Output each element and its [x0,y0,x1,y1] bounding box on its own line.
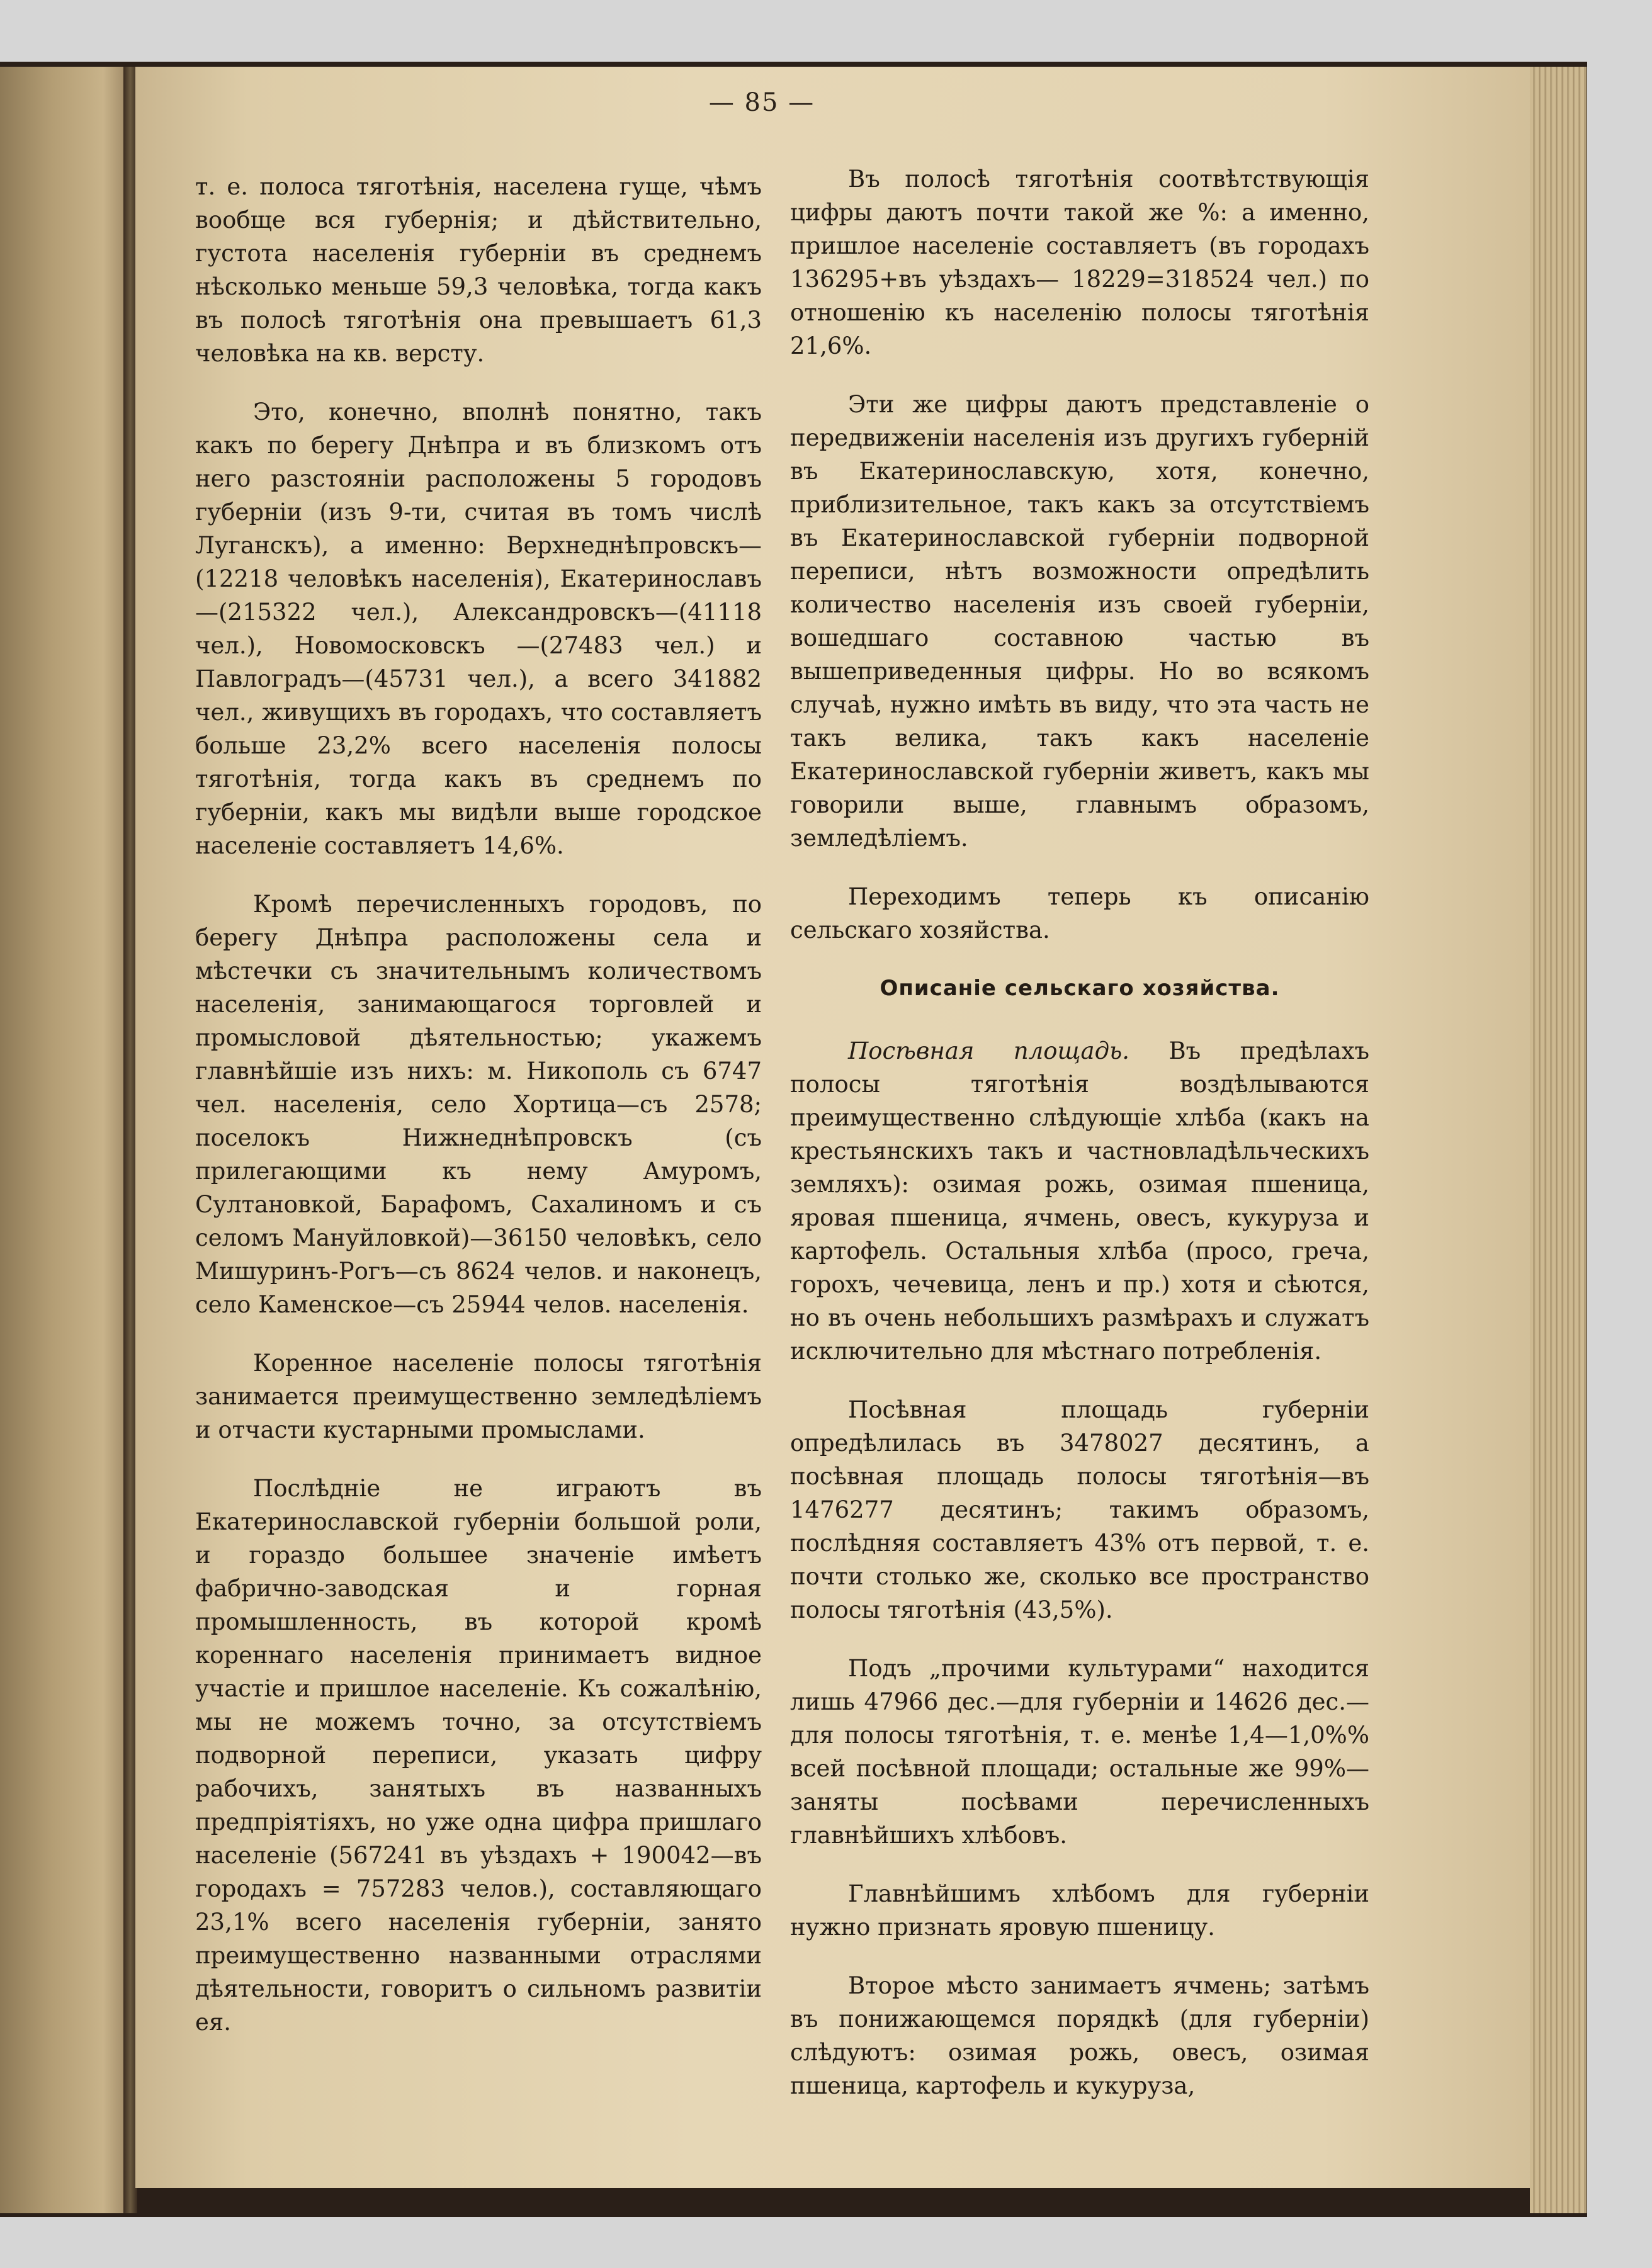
paragraph: Главнѣйшимъ хлѣбомъ для губерніи нужно признать яровую пшеницу. [790,1880,1369,1941]
section-heading: Описаніе сельскаго хозяйства. [880,976,1280,1001]
paragraph: т. е. полоса тяготѣнія, населена гуще, чѣмъ вообще вся губернія; и дѣйствительно, густота населенія губерніи въ среднемъ нѣсколько меньше 59,3 человѣка, тогда какъ въ полосѣ тяготѣнія она превышаетъ 61,3 человѣка на кв. версту. [195,173,762,367]
paragraph: Посѣвная площадь губерніи опредѣлилась въ 3478027 десятинъ, а посѣвная площадь полосы тяготѣнія—въ 1476277 десятинъ; такимъ образомъ, послѣдняя составляетъ 43% отъ первой, т. е. почти столько же, сколько все пространство полосы тяготѣнія (43,5%). [790,1396,1369,1623]
paragraph: Второе мѣсто занимаетъ ячмень; затѣмъ въ понижающемся порядкѣ (для губерніи) слѣдуютъ: озимая рожь, овесъ, озимая пшеница, картофель и кукуруза, [790,1972,1369,2099]
paragraph-body: Въ предѣлахъ полосы тяготѣнія воздѣлываются преимущественно слѣдующіе хлѣба (какъ на крестьянскихъ такъ и частновладѣльческихъ земляхъ): озимая рожь, озимая пшеница, яровая пшеница, ячмень, овесъ, кукуруза и картофель. Остальныя хлѣба (просо, греча, горохъ, чечевица, ленъ и пр.) хотя и сѣются, но въ очень небольшихъ размѣрахъ и служатъ исключительно для мѣстнаго потребленія. [790,1037,1369,1365]
paragraph: Коренное населеніе полосы тяготѣнія занимается преимущественно земледѣліемъ и отчасти кустарными промыслами. [195,1350,762,1443]
paragraph: Кромѣ перечисленныхъ городовъ, по берегу Днѣпра расположены села и мѣстечки съ значительнымъ количествомъ населенія, занимающагося торговлей и промысловой дѣятельностью; укажемъ главнѣйшіе изъ нихъ: м. Никополь съ 6747 чел. населенія, село Хортица—съ 2578; поселокъ Нижнеднѣпровскъ (съ прилегающими къ нему Амуромъ, Султановкой, Барафомъ, Сахалиномъ и съ селомъ Мануйловкой)—36150 человѣкъ, село Мишуринъ-Рогъ—съ 8624 челов. и наконецъ, село Каменское—съ 25944 челов. населенія. [195,891,762,1318]
facing-page-edge [0,67,129,2213]
right-column [790,162,1369,2128]
paragraph [790,1034,1369,1368]
left-column [195,170,762,2064]
page-edges [1530,67,1587,2213]
paragraph: Эти же цифры даютъ представленіе о передвиженіи населенія изъ другихъ губерній въ Екатеринославскую, хотя, конечно, приблизительное, такъ какъ за отсутствіемъ въ Екатеринославской губерніи подворной переписи, нѣтъ возможности опредѣлить количество населенія изъ своей губерніи, вошедшаго составною частью въ вышеприведенныя цифры. Но во всякомъ случаѣ, нужно имѣть въ виду, что эта часть не такъ велика, такъ какъ населеніе Екатеринославской губерніи живетъ, какъ мы говорили выше, главнымъ образомъ, земледѣліемъ. [790,391,1369,852]
page-number: — 85 — [708,88,815,117]
paragraph: Послѣдніе не играютъ въ Екатеринославской губерніи большой роли, и гораздо большее значеніе имѣетъ фабрично-заводская и горная промышленность, въ которой кромѣ кореннаго населенія принимаетъ видное участіе и пришлое населеніе. Къ сожалѣнію, мы не можемъ точно, за отсутствіемъ подворной переписи, указать цифру рабочихъ, занятыхъ въ названныхъ предпріятіяхъ, но уже одна цифра пришлаго населеніе (567241 въ уѣздахъ + 190042—въ городахъ = 757283 челов.), составляющаго 23,1% всего населенія губерніи, занято преимущественно названными отраслями дѣятельности, говоритъ о сильномъ развитіи ея. [195,1475,762,2036]
paragraph: Это, конечно, вполнѣ понятно, такъ какъ по берегу Днѣпра и въ близкомъ отъ него разстояніи расположены 5 городовъ губерніи (изъ 9-ти, считая въ томъ числѣ Луганскъ), а именно: Верхнеднѣпровскъ—(12218 человѣкъ населенія), Екатеринославъ—(215322 чел.), Александровскъ—(41118 чел.), Новомосковскъ —(27483 чел.) и Павлоградъ—(45731 чел.), а всего 341882 чел., живущихъ въ городахъ, что составляетъ больше 23,2% всего населенія полосы тяготѣнія, тогда какъ въ среднемъ по губерніи, какъ мы видѣли выше городское населеніе составляетъ 14,6%. [195,398,762,859]
paragraph: Переходимъ теперь къ описанію сельскаго хозяйства. [790,883,1369,944]
paragraph: Въ полосѣ тяготѣнія соотвѣтствующія цифры даютъ почти такой же %: а именно, пришлое населеніе составляетъ (въ городахъ 136295+въ уѣздахъ— 18229=318524 чел.) по отношенію къ населенію полосы тяготѣнія 21,6%. [790,166,1369,359]
paragraph: Подъ „прочими культурами“ находится лишь 47966 дес.—для губерніи и 14626 дес.—для полосы тяготѣнія, т. е. менѣе 1,4—1,0%% всей посѣвной площади; остальные же 99%—заняты посѣвами перечисленныхъ главнѣйшихъ хлѣбовъ. [790,1655,1369,1849]
paragraph-lead: Посѣвная площадь. [848,1037,1129,1064]
